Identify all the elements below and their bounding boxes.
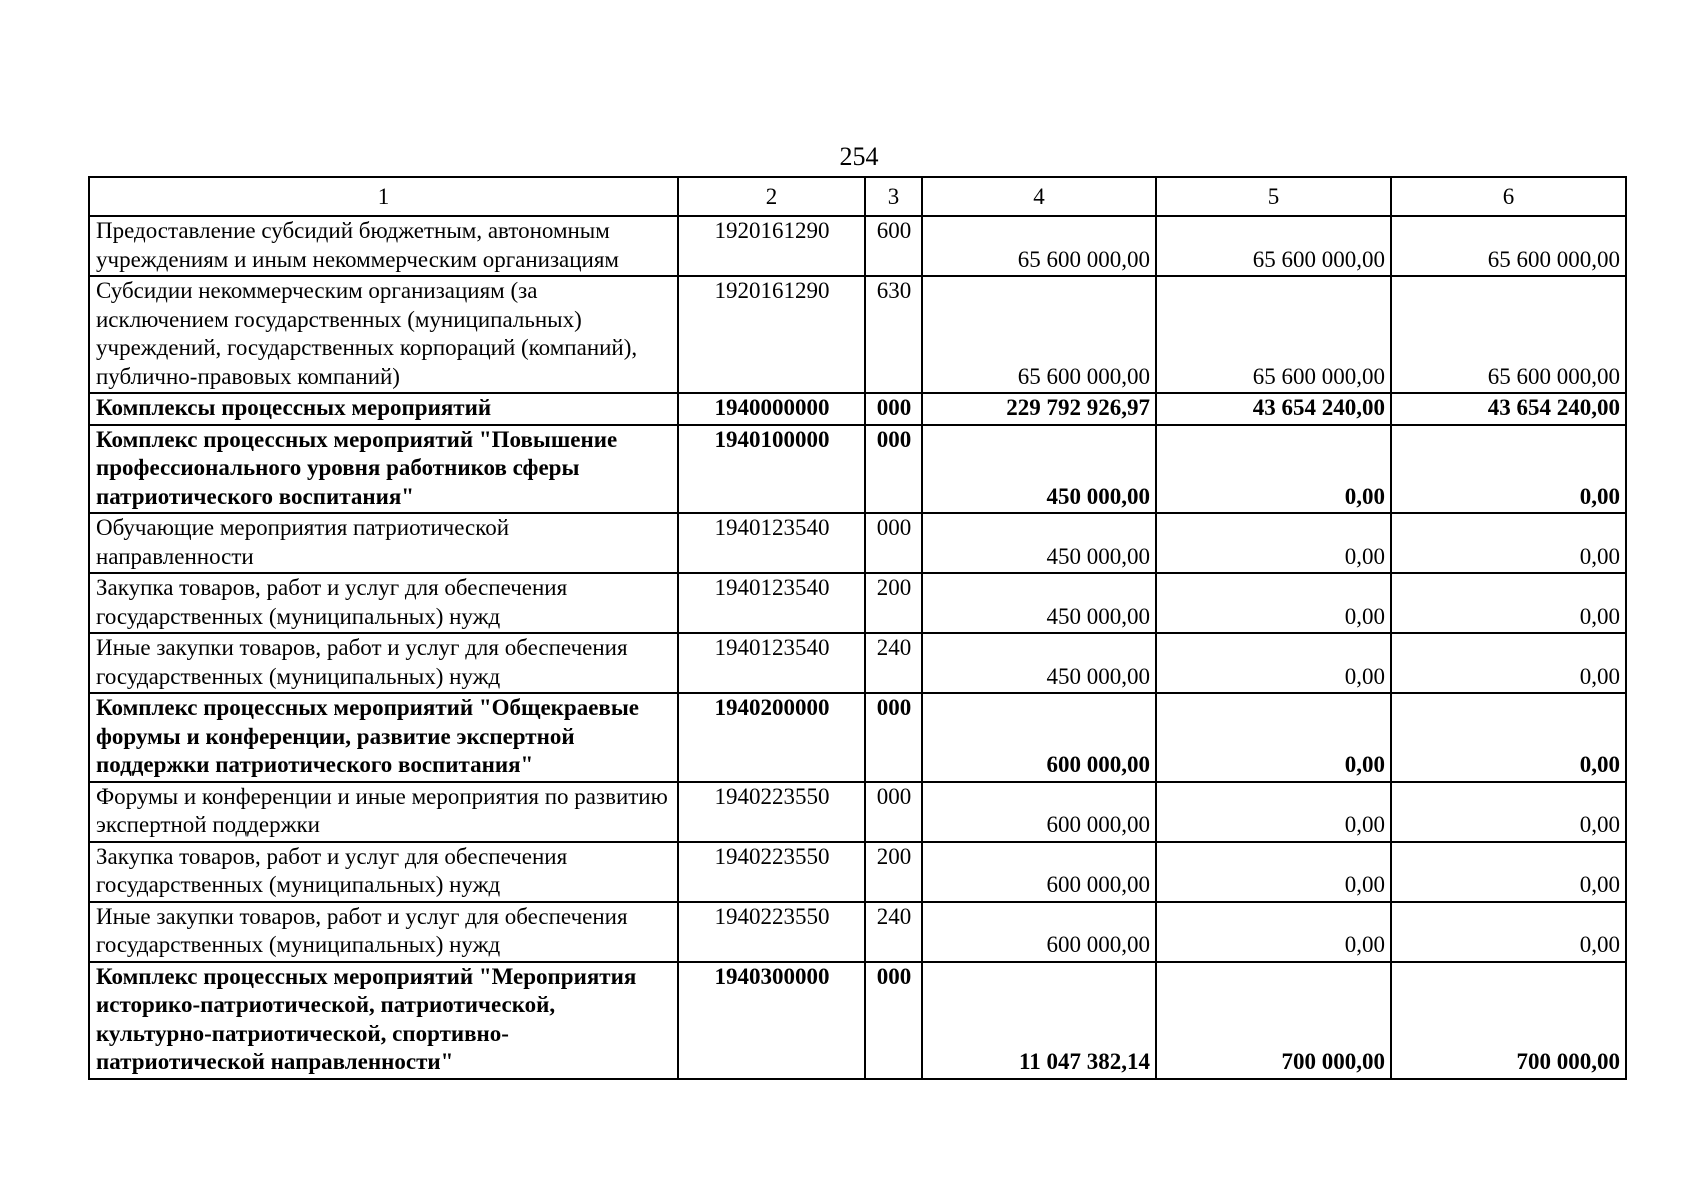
row-amount-col6-cell: 0,00 — [1391, 573, 1626, 633]
row-amount-col6-cell: 700 000,00 — [1391, 962, 1626, 1079]
row-code-cell: 1940223550 — [678, 902, 865, 962]
row-expense-type-cell: 240 — [865, 633, 922, 693]
column-header: 3 — [865, 177, 922, 216]
row-expense-type-cell: 200 — [865, 842, 922, 902]
row-code-cell: 1940100000 — [678, 425, 865, 514]
row-amount-col5-cell: 0,00 — [1156, 633, 1391, 693]
row-amount-col6-cell: 65 600 000,00 — [1391, 216, 1626, 276]
column-header: 4 — [922, 177, 1156, 216]
row-name-cell: Закупка товаров, работ и услуг для обеспечения государственных (муниципальных) нужд — [89, 842, 678, 902]
row-amount-col6-cell: 0,00 — [1391, 902, 1626, 962]
row-expense-type-cell: 000 — [865, 393, 922, 425]
row-amount-col5-cell: 65 600 000,00 — [1156, 276, 1391, 393]
page-number: 254 — [839, 142, 879, 171]
table-row — [89, 216, 1626, 276]
row-amount-col5-cell: 700 000,00 — [1156, 962, 1391, 1079]
row-expense-type-cell: 240 — [865, 902, 922, 962]
row-code-cell: 1940223550 — [678, 782, 865, 842]
row-name-cell: Закупка товаров, работ и услуг для обеспечения государственных (муниципальных) нужд — [89, 573, 678, 633]
row-amount-col4-cell: 65 600 000,00 — [922, 216, 1156, 276]
row-code-cell: 1940123540 — [678, 573, 865, 633]
row-code-cell: 1920161290 — [678, 216, 865, 276]
row-amount-col6-cell: 65 600 000,00 — [1391, 276, 1626, 393]
row-name-cell: Обучающие мероприятия патриотической направленности — [89, 513, 678, 573]
row-amount-col5-cell: 0,00 — [1156, 513, 1391, 573]
row-amount-col4-cell: 450 000,00 — [922, 633, 1156, 693]
budget-table — [88, 176, 1627, 1080]
row-expense-type-cell: 200 — [865, 573, 922, 633]
row-expense-type-cell: 000 — [865, 693, 922, 782]
table-row — [89, 842, 1626, 902]
row-amount-col4-cell: 450 000,00 — [922, 425, 1156, 514]
row-amount-col4-cell: 450 000,00 — [922, 513, 1156, 573]
row-expense-type-cell: 630 — [865, 276, 922, 393]
row-expense-type-cell: 600 — [865, 216, 922, 276]
row-amount-col4-cell: 229 792 926,97 — [922, 393, 1156, 425]
row-amount-col4-cell: 65 600 000,00 — [922, 276, 1156, 393]
table-header-row — [89, 177, 1626, 216]
row-amount-col4-cell: 600 000,00 — [922, 782, 1156, 842]
row-amount-col6-cell: 0,00 — [1391, 693, 1626, 782]
row-amount-col5-cell: 0,00 — [1156, 425, 1391, 514]
row-amount-col5-cell: 0,00 — [1156, 573, 1391, 633]
row-name-cell: Комплекс процессных мероприятий "Повышение профессионального уровня работников сферы патриотического воспитания" — [89, 425, 678, 514]
row-code-cell: 1920161290 — [678, 276, 865, 393]
row-amount-col4-cell: 11 047 382,14 — [922, 962, 1156, 1079]
table-row — [89, 962, 1626, 1079]
table-row — [89, 902, 1626, 962]
row-expense-type-cell: 000 — [865, 962, 922, 1079]
table-row — [89, 393, 1626, 425]
row-name-cell: Иные закупки товаров, работ и услуг для обеспечения государственных (муниципальных) нужд — [89, 633, 678, 693]
row-amount-col5-cell: 0,00 — [1156, 693, 1391, 782]
row-code-cell: 1940000000 — [678, 393, 865, 425]
column-header: 2 — [678, 177, 865, 216]
table-row — [89, 425, 1626, 514]
row-amount-col5-cell: 0,00 — [1156, 842, 1391, 902]
row-name-cell: Субсидии некоммерческим организациям (за исключением государственных (муниципальных) учреждений, государственных корпораций (компаний), публично-правовых компаний) — [89, 276, 678, 393]
row-amount-col5-cell: 43 654 240,00 — [1156, 393, 1391, 425]
table-row — [89, 513, 1626, 573]
row-code-cell: 1940123540 — [678, 633, 865, 693]
row-name-cell: Комплекс процессных мероприятий "Мероприятия историко-патриотической, патриотической, культурно-патриотической, спортивно-патриотической направленности" — [89, 962, 678, 1079]
row-amount-col6-cell: 0,00 — [1391, 842, 1626, 902]
row-amount-col4-cell: 600 000,00 — [922, 842, 1156, 902]
row-code-cell: 1940200000 — [678, 693, 865, 782]
row-expense-type-cell: 000 — [865, 425, 922, 514]
row-amount-col6-cell: 0,00 — [1391, 425, 1626, 514]
row-amount-col6-cell: 0,00 — [1391, 782, 1626, 842]
row-amount-col5-cell: 0,00 — [1156, 782, 1391, 842]
row-expense-type-cell: 000 — [865, 782, 922, 842]
row-expense-type-cell: 000 — [865, 513, 922, 573]
row-name-cell: Форумы и конференции и иные мероприятия по развитию экспертной поддержки — [89, 782, 678, 842]
table-row — [89, 782, 1626, 842]
column-header: 5 — [1156, 177, 1391, 216]
table-body — [89, 177, 1626, 1079]
row-amount-col6-cell: 0,00 — [1391, 513, 1626, 573]
row-amount-col5-cell: 65 600 000,00 — [1156, 216, 1391, 276]
table-row — [89, 633, 1626, 693]
row-code-cell: 1940123540 — [678, 513, 865, 573]
row-code-cell: 1940300000 — [678, 962, 865, 1079]
row-name-cell: Предоставление субсидий бюджетным, автономным учреждениям и иным некоммерческим организациям — [89, 216, 678, 276]
table-row — [89, 573, 1626, 633]
table-row — [89, 276, 1626, 393]
row-amount-col4-cell: 600 000,00 — [922, 902, 1156, 962]
row-name-cell: Иные закупки товаров, работ и услуг для обеспечения государственных (муниципальных) нужд — [89, 902, 678, 962]
column-header: 6 — [1391, 177, 1626, 216]
column-header: 1 — [89, 177, 678, 216]
row-name-cell: Комплекс процессных мероприятий "Общекраевые форумы и конференции, развитие экспертной поддержки патриотического воспитания" — [89, 693, 678, 782]
table-row — [89, 693, 1626, 782]
row-amount-col6-cell: 43 654 240,00 — [1391, 393, 1626, 425]
row-amount-col4-cell: 450 000,00 — [922, 573, 1156, 633]
row-amount-col5-cell: 0,00 — [1156, 902, 1391, 962]
row-amount-col6-cell: 0,00 — [1391, 633, 1626, 693]
row-amount-col4-cell: 600 000,00 — [922, 693, 1156, 782]
row-name-cell: Комплексы процессных мероприятий — [89, 393, 678, 425]
row-code-cell: 1940223550 — [678, 842, 865, 902]
